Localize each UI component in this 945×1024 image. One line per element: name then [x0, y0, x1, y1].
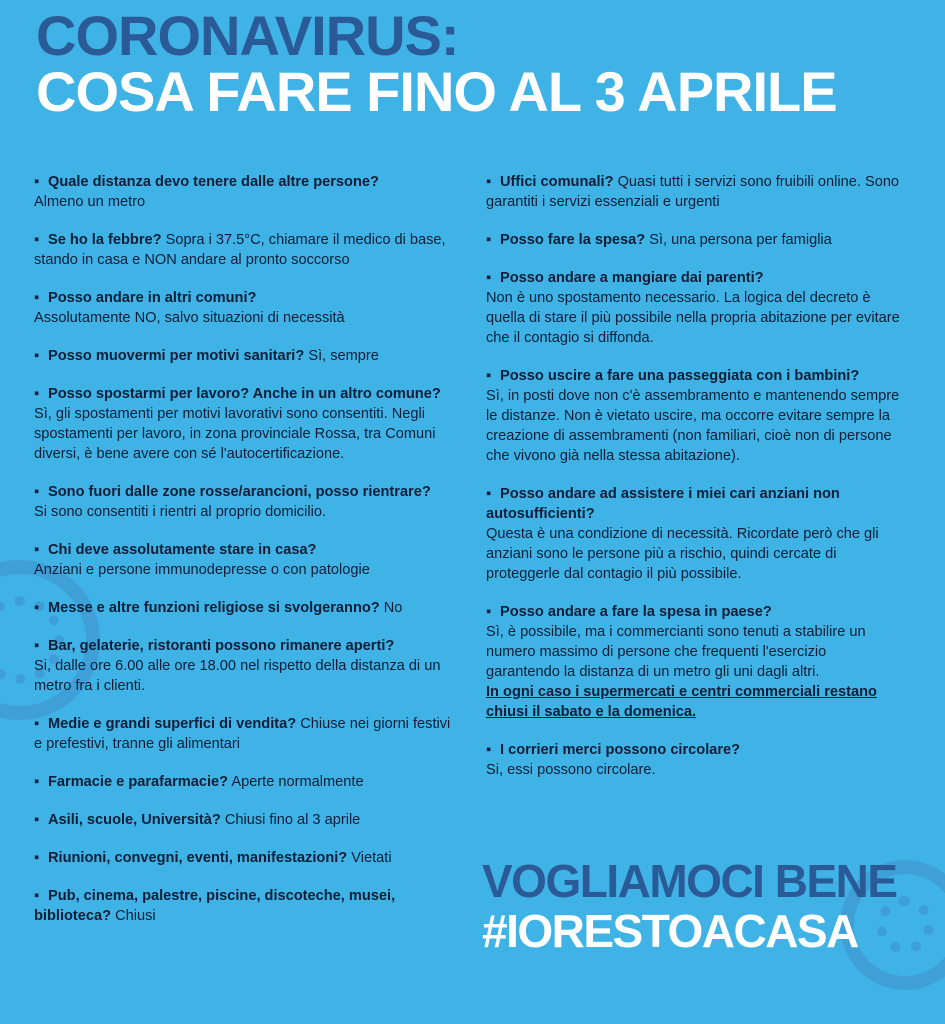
- faq-item: [34, 848, 452, 868]
- faq-item: [34, 230, 452, 270]
- faq-answer: Chiuse nei giorni festivi e prefestivi, tranne gli alimentari: [34, 716, 451, 752]
- faq-question: Quale distanza devo tenere dalle altre persone?: [48, 174, 379, 190]
- faq-item: [34, 540, 452, 580]
- faq-question: Farmacie e parafarmacie?: [48, 774, 229, 790]
- faq-answer: Aperte normalmente: [231, 774, 364, 790]
- faq-question: Uffici comunali?: [500, 174, 614, 190]
- faq-item: [486, 366, 904, 466]
- faq-question: Posso andare in altri comuni?: [48, 290, 257, 306]
- faq-question: Bar, gelaterie, ristoranti possono rimanere aperti?: [48, 638, 395, 654]
- faq-item: [486, 740, 904, 780]
- bullet-icon: ▪: [34, 386, 40, 402]
- faq-item: [486, 602, 904, 722]
- bullet-icon: ▪: [486, 604, 492, 620]
- faq-answer: Chiusi: [115, 908, 156, 924]
- faq-question: Posso uscire a fare una passeggiata con i bambini?: [500, 368, 860, 384]
- bullet-icon: ▪: [486, 742, 492, 758]
- faq-question: Posso fare la spesa?: [500, 232, 646, 248]
- faq-answer: Si, dalle ore 6.00 alle ore 18.00 nel rispetto della distanza di un metro fra i clienti.: [34, 658, 441, 694]
- faq-answer: Almeno un metro: [34, 194, 146, 210]
- bullet-icon: ▪: [34, 638, 40, 654]
- slogan-line-1: VOGLIAMOCI BENE: [482, 855, 897, 907]
- faq-answer: Sì, gli spostamenti per motivi lavorativi sono consentiti. Negli spostamenti per lavoro, in zona provinciale Rossa, tra Comuni diversi, è bene avere con sé l'autocertificazione.: [34, 406, 436, 462]
- faq-answer: Vietati: [351, 850, 392, 866]
- slogan-hashtag: #IORESTOACASA: [482, 905, 858, 957]
- title-line-1: CORONAVIRUS:: [36, 4, 459, 67]
- faq-answer: Assolutamente NO, salvo situazioni di necessità: [34, 310, 345, 326]
- faq-item: [34, 810, 452, 830]
- faq-answer: Anziani e persone immunodepresse o con patologie: [34, 562, 370, 578]
- faq-item: [34, 482, 452, 522]
- faq-item: [486, 268, 904, 348]
- bullet-icon: ▪: [486, 486, 492, 502]
- bullet-icon: ▪: [34, 348, 40, 364]
- right-column: [486, 172, 904, 798]
- bullet-icon: ▪: [34, 290, 40, 306]
- bullet-icon: ▪: [34, 174, 40, 190]
- faq-question: Pub, cinema, palestre, piscine, discoteche, musei, biblioteca?: [34, 888, 396, 924]
- faq-answer: Chiusi fino al 3 aprile: [224, 812, 361, 828]
- faq-note: In ogni caso i supermercati e centri commerciali restano chiusi il sabato e la domenica.: [486, 684, 877, 720]
- faq-question: Chi deve assolutamente stare in casa?: [48, 542, 317, 558]
- faq-question: Se ho la febbre?: [48, 232, 162, 248]
- faq-item: [486, 230, 904, 250]
- faq-question: Messe e altre funzioni religiose si svolgeranno?: [48, 600, 380, 616]
- faq-answer: Sì, è possibile, ma i commercianti sono tenuti a stabilire un numero massimo di persone che frequenti l'esercizio garantendo la distanza di un metro gli uni dagli altri.: [486, 624, 866, 680]
- faq-item: [486, 172, 904, 212]
- faq-question: Medie e grandi superfici di vendita?: [48, 716, 297, 732]
- faq-question: Posso spostarmi per lavoro? Anche in un altro comune?: [48, 386, 441, 402]
- faq-answer: Non è uno spostamento necessario. La logica del decreto è quella di stare il più possibile nella propria abitazione per evitare che il contagio si diffonda.: [486, 290, 900, 346]
- faq-item: [34, 384, 452, 464]
- faq-question: Sono fuori dalle zone rosse/arancioni, posso rientrare?: [48, 484, 431, 500]
- faq-item: [34, 772, 452, 792]
- bullet-icon: ▪: [486, 270, 492, 286]
- bullet-icon: ▪: [34, 232, 40, 248]
- bullet-icon: ▪: [486, 174, 492, 190]
- page-title: [36, 4, 837, 123]
- faq-question: Asili, scuole, Università?: [48, 812, 221, 828]
- bullet-icon: ▪: [34, 600, 40, 616]
- title-line-2: COSA FARE FINO AL 3 APRILE: [36, 60, 837, 123]
- faq-answer: Sopra i 37.5°C, chiamare il medico di base, stando in casa e NON andare al pronto soccorso: [34, 232, 446, 268]
- bullet-icon: ▪: [486, 232, 492, 248]
- faq-answer: Sì, sempre: [308, 348, 379, 364]
- slogan: [482, 856, 897, 956]
- faq-answer: Sì, in posti dove non c'è assembramento e mantenendo sempre le distanze. Non è vietato uscire, ma occorre evitare sempre la creazione di assembramenti (non familiari, cioè non di persone che vivono già nella stessa abitazione).: [486, 388, 900, 464]
- faq-answer: Questa è una condizione di necessità. Ricordate però che gli anziani sono le persone più a rischio, quindi cercate di proteggerle dal contagio il più possibile.: [486, 526, 879, 582]
- bullet-icon: ▪: [34, 774, 40, 790]
- faq-item: [34, 714, 452, 754]
- faq-answer: Si, essi possono circolare.: [486, 762, 656, 778]
- faq-question: Posso andare ad assistere i miei cari anziani non autosufficienti?: [486, 486, 840, 522]
- faq-item: [34, 598, 452, 618]
- faq-question: Posso muovermi per motivi sanitari?: [48, 348, 305, 364]
- faq-answer: Sì, una persona per famiglia: [649, 232, 832, 248]
- faq-item: [34, 288, 452, 328]
- faq-question: I corrieri merci possono circolare?: [500, 742, 741, 758]
- faq-item: [34, 636, 452, 696]
- bullet-icon: ▪: [34, 888, 40, 904]
- faq-question: Riunioni, convegni, eventi, manifestazioni?: [48, 850, 348, 866]
- faq-answer: No: [383, 600, 403, 616]
- bullet-icon: ▪: [486, 368, 492, 384]
- faq-item: [34, 886, 452, 926]
- faq-item: [486, 484, 904, 584]
- bullet-icon: ▪: [34, 850, 40, 866]
- bullet-icon: ▪: [34, 812, 40, 828]
- faq-answer: Si sono consentiti i rientri al proprio domicilio.: [34, 504, 327, 520]
- faq-item: [34, 346, 452, 366]
- bullet-icon: ▪: [34, 484, 40, 500]
- faq-item: [34, 172, 452, 212]
- faq-question: Posso andare a fare la spesa in paese?: [500, 604, 772, 620]
- bullet-icon: ▪: [34, 542, 40, 558]
- bullet-icon: ▪: [34, 716, 40, 732]
- left-column: [34, 172, 452, 944]
- faq-answer: Quasi tutti i servizi sono fruibili online. Sono garantiti i servizi essenziali e urgenti: [486, 174, 900, 210]
- faq-question: Posso andare a mangiare dai parenti?: [500, 270, 764, 286]
